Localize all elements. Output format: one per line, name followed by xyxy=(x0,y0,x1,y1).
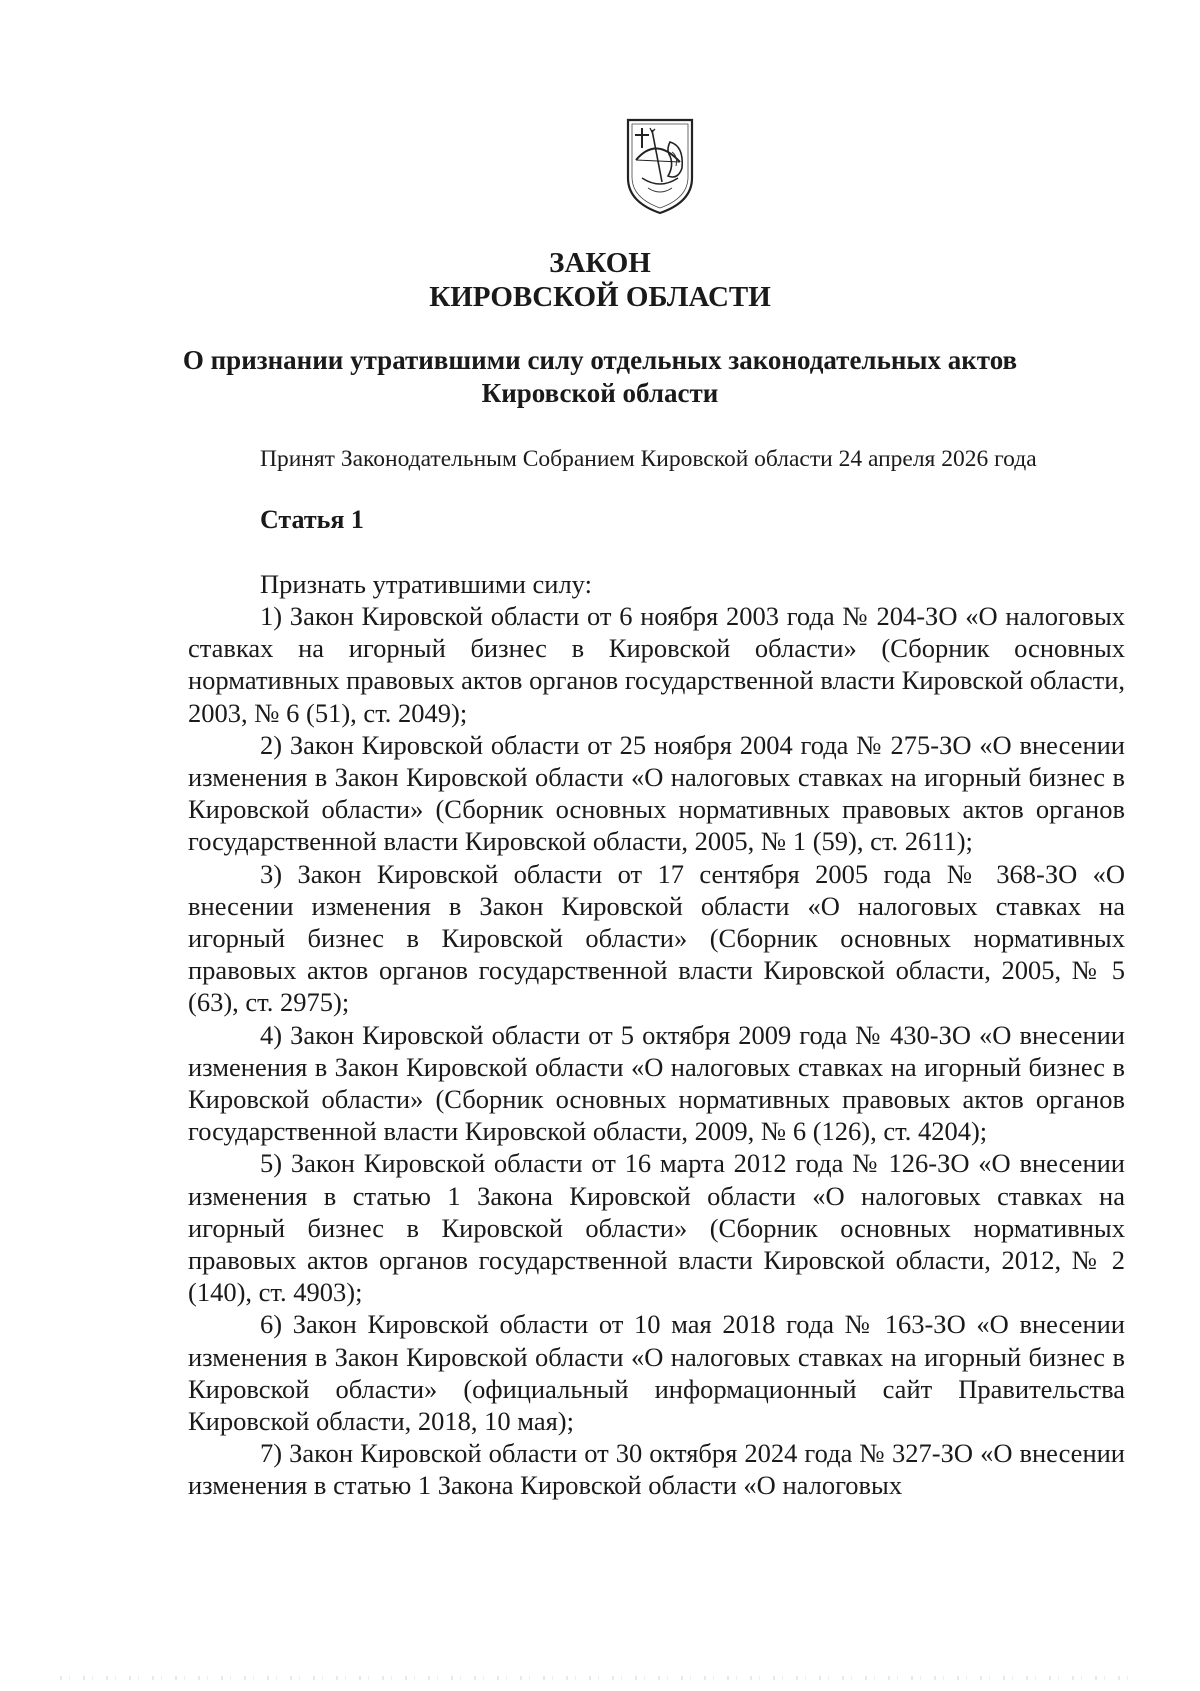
adoption-note: Принят Законодательным Собранием Кировской области 24 апреля 2026 года xyxy=(260,446,1037,472)
list-item: 3) Закон Кировской области от 17 сентября 2005 года № 368-ЗО «О внесении изменения в Закон Кировской области «О налоговых ставках на игорный бизнес в Кировской области» (Сборник основных нормативных правовых актов органов государственной власти Кировской области, 2005, № 5 (63), ст. 2975); xyxy=(188,858,1125,1018)
scan-artifact xyxy=(60,1676,1140,1680)
kirov-coat-of-arms-icon xyxy=(622,116,698,216)
law-title xyxy=(0,246,1200,314)
list-item: 1) Закон Кировской области от 6 ноября 2003 года № 204-ЗО «О налоговых ставках на игорный бизнес в Кировской области» (Сборник основных нормативных правовых актов органов государственной власти Кировской области, 2003, № 6 (51), ст. 2049); xyxy=(188,601,1125,728)
law-title-line-2: КИРОВСКОЙ ОБЛАСТИ xyxy=(429,281,771,313)
law-subject-line-1: О признании утратившими силу отдельных законодательных актов xyxy=(182,345,1018,375)
list-item: 7) Закон Кировской области от 30 октября 2024 года № 327-ЗО «О внесении изменения в статью 1 Закона Кировской области «О налоговых xyxy=(188,1438,1125,1501)
list-item: 4) Закон Кировской области от 5 октября 2009 года № 430-ЗО «О внесении изменения в Закон Кировской области «О налоговых ставках на игорный бизнес в Кировской области» (Сборник основных нормативных правовых актов органов государственной власти Кировской области, 2009, № 6 (126), ст. 4204); xyxy=(188,1019,1125,1147)
law-subject-line-2: Кировской области xyxy=(481,378,719,408)
law-title-line-1: ЗАКОН xyxy=(549,247,651,279)
law-subject xyxy=(0,344,1200,410)
repealed-acts-list xyxy=(188,600,1125,1502)
list-item: 6) Закон Кировской области от 10 мая 2018 года № 163-ЗО «О внесении изменения в Закон Кировской области «О налоговых ставках на игорный бизнес в Кировской области» (официальный информационный сайт Правительства Кировской области, 2018, 10 мая); xyxy=(188,1309,1125,1437)
article-heading: Статья 1 xyxy=(260,505,364,534)
list-item: 5) Закон Кировской области от 16 марта 2012 года № 126-ЗО «О внесении изменения в статью 1 Закона Кировской области «О налоговых ставках на игорный бизнес в Кировской области» (Сборник основных нормативных правовых актов органов государственной власти Кировской области, 2012, № 2 (140), ст. 4903); xyxy=(188,1148,1125,1308)
list-item: 2) Закон Кировской области от 25 ноября 2004 года № 275-ЗО «О внесении изменения в Закон Кировской области «О налоговых ставках на игорный бизнес в Кировской области» (Сборник основных нормативных правовых актов органов государственной власти Кировской области, 2005, № 1 (59), ст. 2611); xyxy=(188,729,1125,857)
article-intro: Признать утратившими силу: xyxy=(260,569,592,599)
